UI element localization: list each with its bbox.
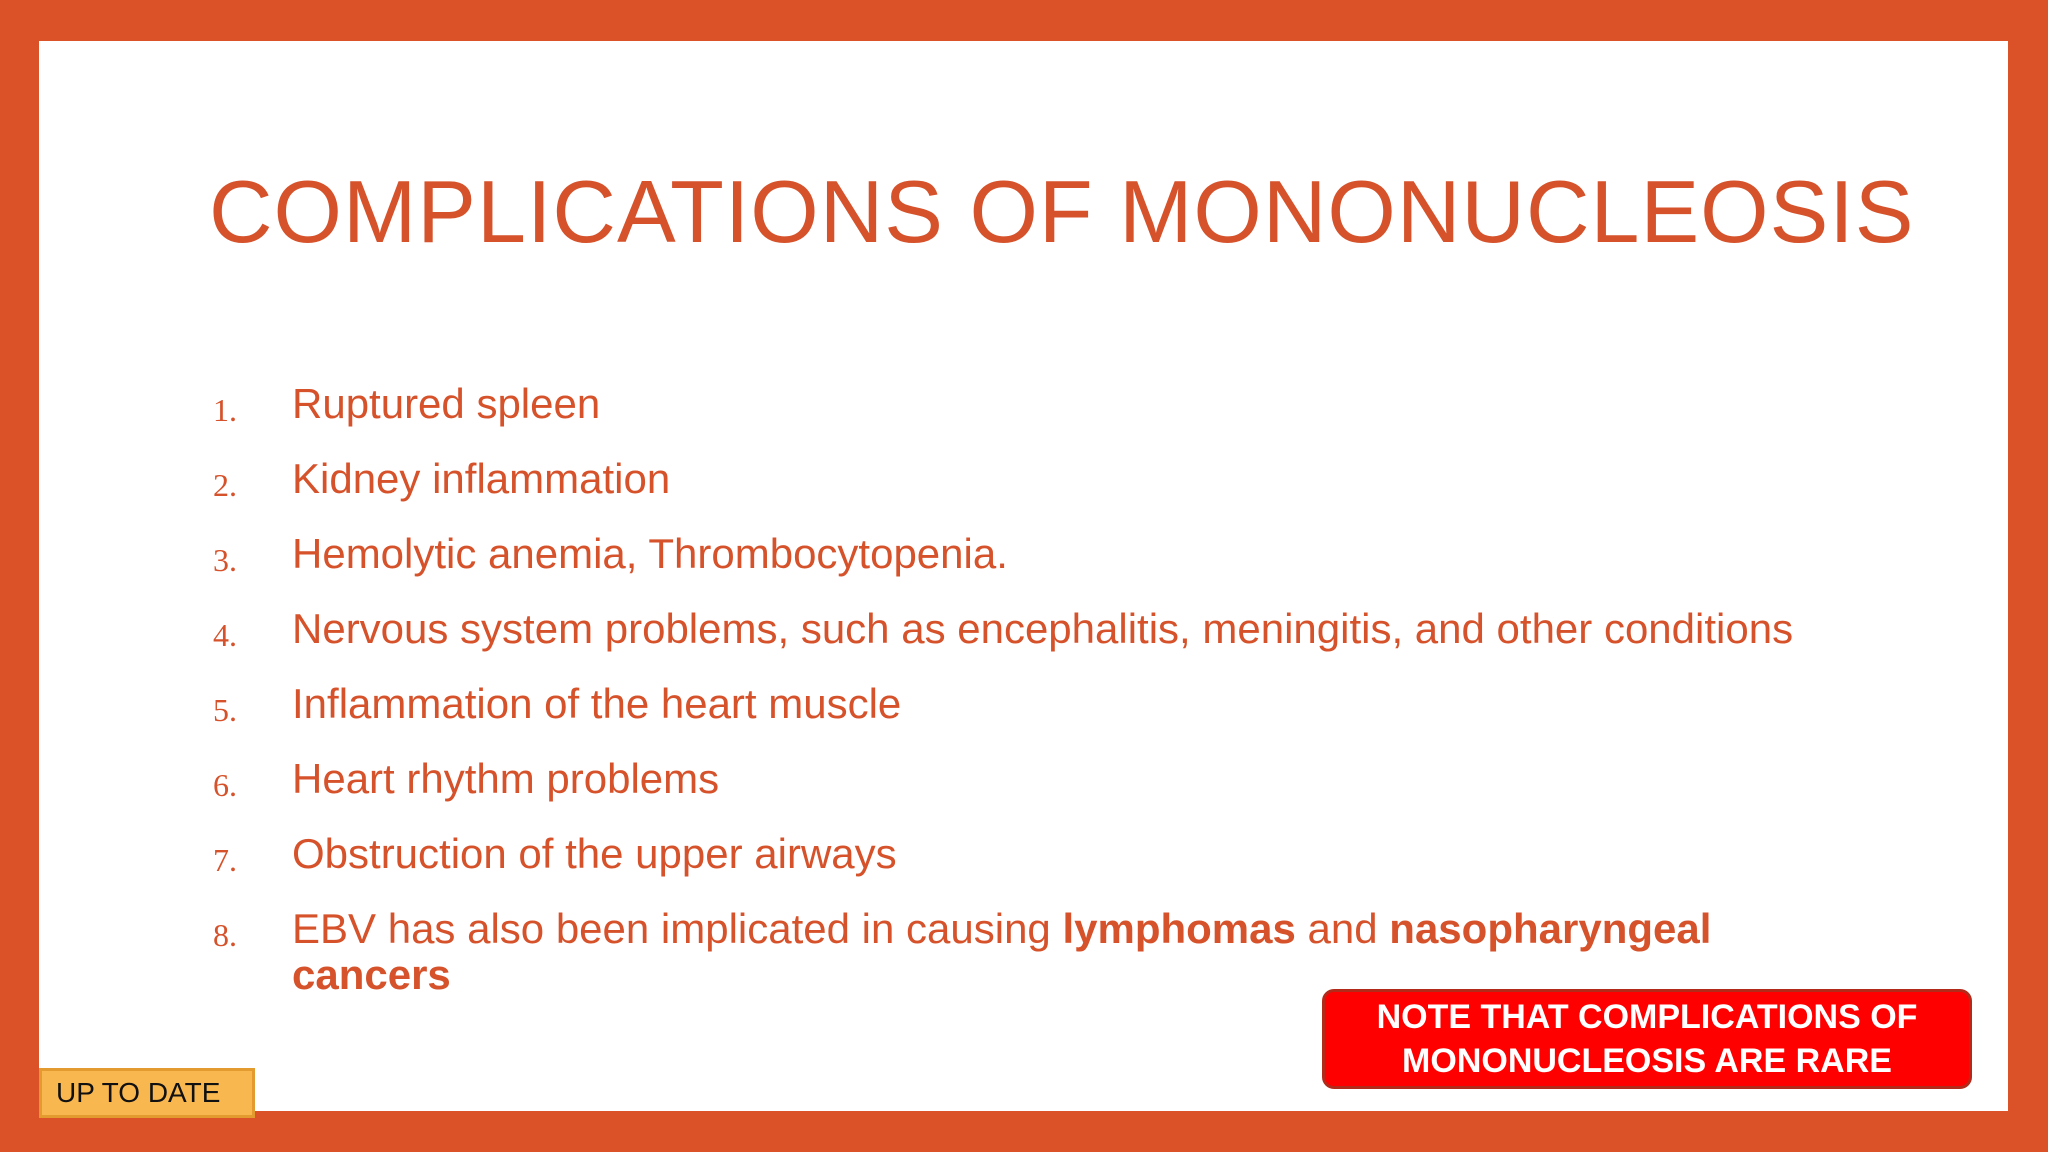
list-item [209,531,1809,577]
list-item [209,381,1809,427]
list-number: 2. [213,467,237,503]
list-text: Obstruction of the upper airways [292,830,897,877]
list-text-part: EBV has also been implicated in causing [292,905,1063,952]
list-text [209,906,1809,998]
list-text: Inflammation of the heart muscle [292,680,902,727]
list-item [209,606,1809,652]
list-item [209,831,1809,877]
list-number: 1. [213,392,237,428]
list-number: 8. [213,917,237,953]
slide [39,41,2008,1111]
emphasis-nasopharyngeal-cancers: nasopharyngeal cancers [292,905,1712,998]
list-text: Hemolytic anemia, Thrombocytopenia. [292,530,1008,577]
list-text: Kidney inflammation [292,455,671,502]
list-number: 6. [213,767,237,803]
complications-list [209,381,1809,1027]
list-number: 5. [213,692,237,728]
list-item [209,456,1809,502]
list-item [209,906,1809,998]
list-number: 3. [213,542,237,578]
note-text: NOTE THAT COMPLICATIONS OF MONONUCLEOSIS ARE RARE [1376,998,1918,1080]
slide-title: COMPLICATIONS OF MONONUCLEOSIS [209,162,1915,261]
list-item [209,756,1809,802]
rare-complications-note [1322,989,1972,1089]
list-text-part: and [1295,905,1390,952]
list-number: 7. [213,842,237,878]
list-text: Heart rhythm problems [292,755,720,802]
list-number: 4. [213,617,237,653]
up-to-date-badge: UP TO DATE [39,1068,255,1118]
list-text: Ruptured spleen [292,380,601,427]
emphasis-lymphomas: lymphomas [1062,905,1296,952]
list-item [209,681,1809,727]
list-text: Nervous system problems, such as encephalitis, meningitis, and other conditions [292,605,1794,652]
